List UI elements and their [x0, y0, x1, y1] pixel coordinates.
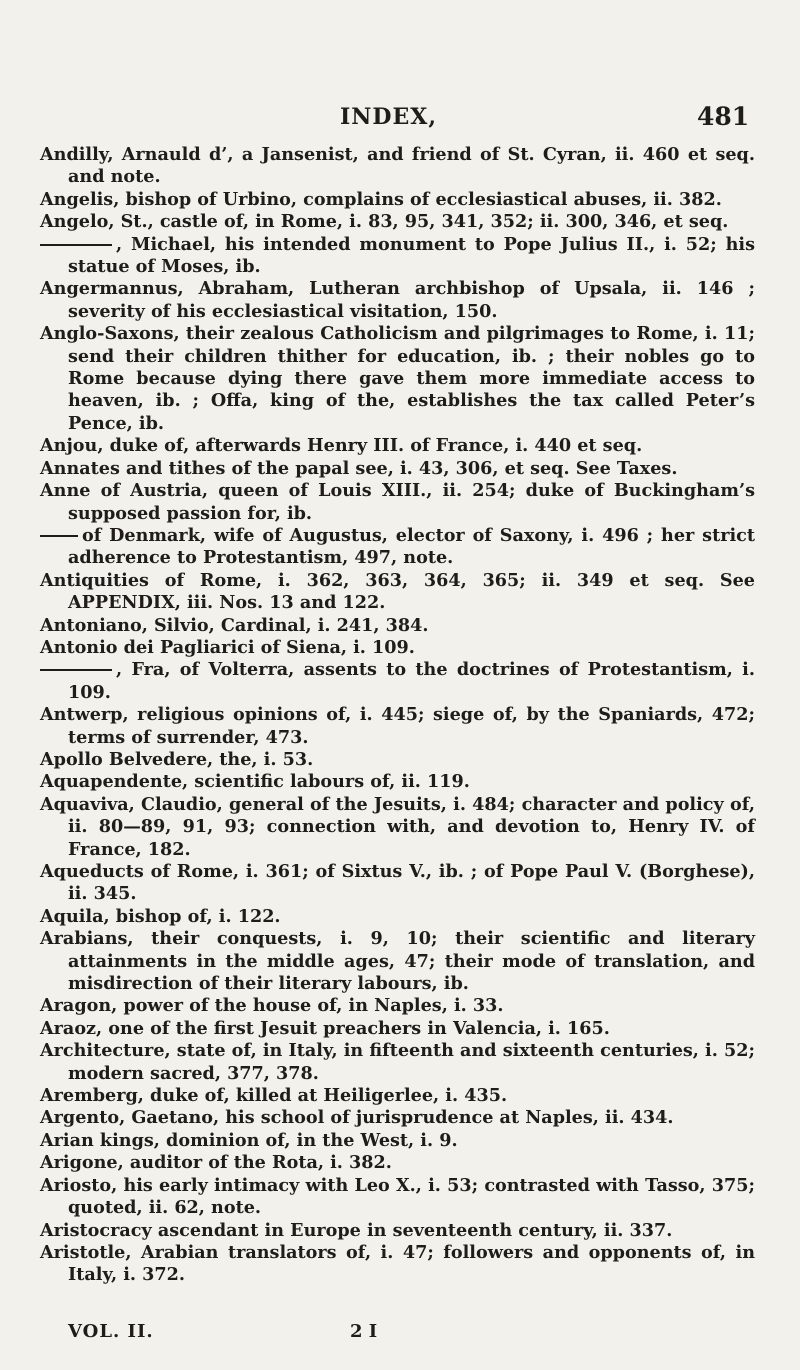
index-entry-text: Ariosto, his early intimacy with Leo X., i. 53; contrasted with Tasso, 375; quoted, ii. 62, note. [40, 1174, 755, 1219]
index-entry [40, 189, 755, 211]
index-entry [40, 861, 755, 906]
index-entry-text: Aremberg, duke of, killed at Heiligerlee, i. 435. [40, 1085, 508, 1107]
index-entry-text: Argento, Gaetano, his school of jurisprudence at Naples, ii. 434. [40, 1107, 674, 1129]
index-entry [40, 1152, 755, 1174]
index-entry [40, 1242, 755, 1287]
index-entry-text: Angelo, St., castle of, in Rome, i. 83, 95, 341, 352; ii. 300, 346, et seq. [40, 211, 729, 233]
index-entry [40, 278, 755, 323]
index-entry [40, 749, 755, 771]
index-entry-text: , Michael, his intended monument to Pope Julius II., i. 52; his statue of Moses, ib. [68, 233, 755, 278]
page-number: 481 [697, 102, 750, 131]
index-entry [40, 570, 755, 615]
index-entry-text: Aqueducts of Rome, i. 361; of Sixtus V., ib. ; of Pope Paul V. (Borghese), ii. 345. [40, 861, 755, 905]
index-entry [40, 704, 755, 749]
signature-mark: 2 I [350, 1321, 378, 1342]
index-entry [40, 794, 755, 861]
index-entry [40, 435, 755, 457]
index-entry [40, 928, 755, 995]
index-entry-text: Aquaviva, Claudio, general of the Jesuits, i. 484; character and policy of, ii. 80—89, 91, 93; connection with, and devotion to, Henry IV. of France, 182. [40, 793, 755, 860]
index-entry-text: Antonio dei Pagliarici of Siena, i. 109. [40, 636, 415, 658]
index-entry-text: of Denmark, wife of Augustus, elector of Saxony, i. 496 ; her strict adherence to Protestantism, 497, note. [68, 524, 755, 569]
index-entry [40, 323, 755, 435]
index-entry [40, 1085, 755, 1107]
ditto-dash [40, 669, 112, 671]
index-entry-text: Annates and tithes of the papal see, i. 43, 306, et seq. See Taxes. [40, 457, 678, 479]
index-entry-text: Aristotle, Arabian translators of, i. 47; followers and opponents of, in Italy, i. 372. [40, 1241, 755, 1286]
index-entry-text: Apollo Belvedere, the, i. 53. [40, 748, 314, 770]
index-entries [40, 144, 755, 1287]
volume-label: VOL. II. [68, 1321, 154, 1342]
index-entry [40, 771, 755, 793]
index-entry [40, 525, 755, 570]
index-entry-text: Araoz, one of the first Jesuit preachers in Valencia, i. 165. [40, 1017, 610, 1039]
index-entry [40, 1040, 755, 1085]
index-entry [40, 211, 755, 233]
index-entry-text: Anjou, duke of, afterwards Henry III. of France, i. 440 et seq. [40, 435, 643, 457]
index-entry-text: Antwerp, religious opinions of, i. 445; siege of, by the Spaniards, 472; terms of surrender, 473. [40, 704, 755, 748]
index-entry [40, 234, 755, 279]
index-entry-text: Aristocracy ascendant in Europe in seventeenth century, ii. 337. [40, 1219, 673, 1241]
index-entry [40, 1175, 755, 1220]
index-entry [40, 1130, 755, 1152]
page-footer [68, 1321, 588, 1349]
ditto-dash [40, 244, 112, 246]
index-entry [40, 458, 755, 480]
index-entry-text: Aquila, bishop of, i. 122. [40, 905, 281, 927]
index-entry-text: Arabians, their conquests, i. 9, 10; their scientific and literary attainments in the middle ages, 47; their mode of translation, and misdirection of their literary labours, ib. [40, 928, 755, 995]
index-entry [40, 1220, 755, 1242]
index-entry-text: Aquapendente, scientific labours of, ii. 119. [40, 771, 470, 793]
index-entry-text: Arigone, auditor of the Rota, i. 382. [40, 1152, 392, 1174]
index-entry-text: Anne of Austria, queen of Louis XIII., ii. 254; duke of Buckingham’s supposed passion for, ib. [40, 480, 755, 524]
index-entry-text: Anglo-Saxons, their zealous Catholicism and pilgrimages to Rome, i. 11; send their children thither for education, ib. ; their nobles go to Rome because dying there gave them more immediate access to heaven, ib. ; Offa, king of the, establishes the tax called Peter’s Pence, ib. [40, 323, 755, 434]
index-entry-text: Arian kings, dominion of, in the West, i. 9. [40, 1129, 458, 1151]
index-entry [40, 659, 755, 704]
index-entry [40, 637, 755, 659]
ditto-dash [40, 535, 78, 537]
index-entry [40, 144, 755, 189]
index-entry [40, 906, 755, 928]
index-entry-text: Angermannus, Abraham, Lutheran archbishop of Upsala, ii. 146 ; severity of his ecclesiastical visitation, 150. [40, 278, 755, 322]
index-entry [40, 615, 755, 637]
index-entry-text: Antoniano, Silvio, Cardinal, i. 241, 384. [40, 614, 429, 636]
index-entry-text: Aragon, power of the house of, in Naples, i. 33. [40, 995, 504, 1017]
index-entry-text: Architecture, state of, in Italy, in fifteenth and sixteenth centuries, i. 52; modern sacred, 377, 378. [40, 1040, 755, 1084]
index-entry-text: , Fra, of Volterra, assents to the doctrines of Protestantism, i. 109. [68, 659, 755, 703]
index-entry-text: Antiquities of Rome, i. 362, 363, 364, 365; ii. 349 et seq. See APPENDIX, iii. Nos. 13 and 122. [40, 569, 755, 614]
index-entry-text: Andilly, Arnauld d’, a Jansenist, and friend of St. Cyran, ii. 460 et seq. and note. [40, 144, 755, 188]
running-head-title: INDEX, [340, 104, 437, 130]
index-entry-text: Angelis, bishop of Urbino, complains of ecclesiastical abuses, ii. 382. [40, 188, 722, 210]
index-entry [40, 1107, 755, 1129]
index-entry [40, 480, 755, 525]
running-head [0, 104, 800, 138]
index-entry [40, 1018, 755, 1040]
index-entry [40, 995, 755, 1017]
